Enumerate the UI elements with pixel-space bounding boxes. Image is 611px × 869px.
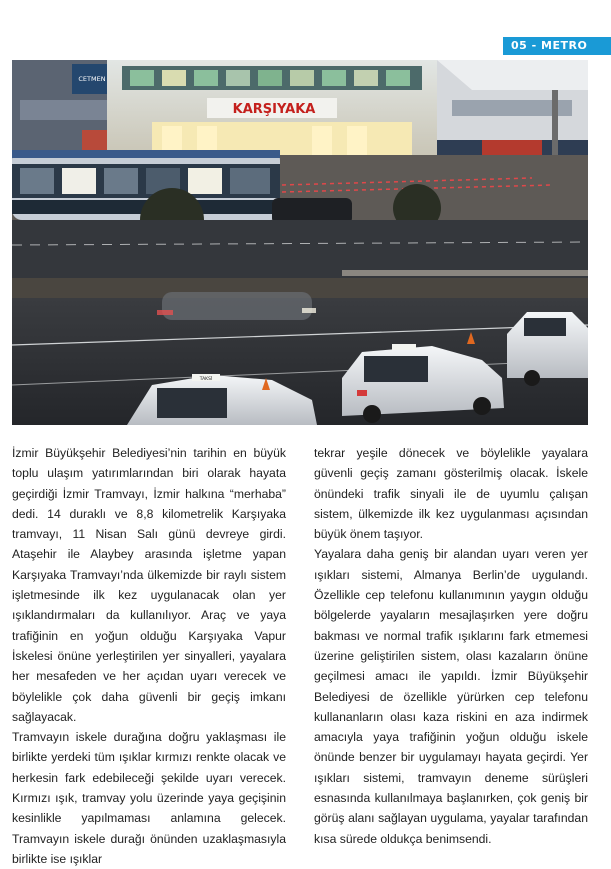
article-body bbox=[12, 443, 588, 866]
paragraph: İzmir Büyükşehir Belediyesi’nin tarihin en büyük toplu ulaşım yatırımlarından biri olarak hayata geçirdiği İzmir Tramvayı, İzmir halkına “merhaba” dedi. 14 duraklı ve 8,8 kilometrelik Karşıyaka tramvayı, 11 Nisan Salı günü devreye girdi. Ataşehir ile Alaybey arasında işletme yapan Karşıyaka Tramvayı’nda ülkemizde bir raylı sistem işletmesinde ilk kez uygulanacak olan yer ışıklandırmaları da kullanılıyor. Araç ve yaya trafiğinin en yoğun olduğu Karşıyaka Vapur İskelesi önüne yerleştirilen yer sinyalleri, yayalara her mesafeden ve her açıdan uyarı verecek ve böylelikle çok daha güvenli bir geçiş imkanı sağlayacak. bbox=[12, 446, 286, 724]
taxi-roof-text: TAKSİ bbox=[199, 377, 213, 382]
left-sign-text: CETMEN bbox=[78, 75, 106, 83]
station-building bbox=[107, 60, 437, 160]
paragraph: Tramvayın iskele durağına doğru yaklaşması ile birlikte yerdeki tüm ışıklar kırmızı renkte olacak ve herkesin fark edebileceği şekilde uyarı verecek. Kırmızı ışık, tramvay yolu üzerinde yaya geçişinin kesinlikle yapılmaması anlamına gelecek. Tramvayın iskele durağı önünden uzaklaşmasıyla birlikte ise ışıklar bbox=[12, 730, 286, 866]
taxi-right bbox=[507, 312, 588, 386]
article-photo bbox=[12, 60, 588, 425]
paragraph: tekrar yeşile dönecek ve böylelikle yayalara güvenli geçiş zamanı gösterilmiş olacak. İskele önündeki trafik sinyali ile de uyumlu çalışan sistem, ülkemizde ilk kez uygulanması açısından büyük önem taşıyor. bbox=[314, 446, 588, 542]
section-label: 05 - METRO bbox=[503, 37, 611, 55]
article-column-right bbox=[314, 443, 588, 849]
paragraph: Yayalara daha geniş bir alandan uyarı veren yer ışıkları sistemi, Almanya Berlin’de uygulandı. Özellikle cep telefonu kullanımının yaygın olduğu bölgelerde yayaların mesajlaşırken yere doğru bakması ve normal trafik ışıklarını fark etmemesi üzerine geliştirilen sistem, olası kazaların önüne geçilmesi amacı ile yapıldı. İzmir Büyükşehir Belediyesi de özellikle yürürken cep telefonu kullananların olası kaza riskini en aza indirmek amacıyla yaya trafiğinin yoğun olduğu iskele önünde benzer bir uygulamayı hayata geçirdi. Yer ışıkları sistemi, tramvayın deneme sürüşleri esnasında kullanılmaya başlanırken, çok geniş bir görüş alanı sağlayan uygulama, yayalar tarafından kısa sürede oldukça benimsendi. bbox=[314, 547, 588, 846]
station-sign-text: KARŞIYAKA bbox=[232, 102, 316, 117]
article-column-left bbox=[12, 443, 286, 869]
